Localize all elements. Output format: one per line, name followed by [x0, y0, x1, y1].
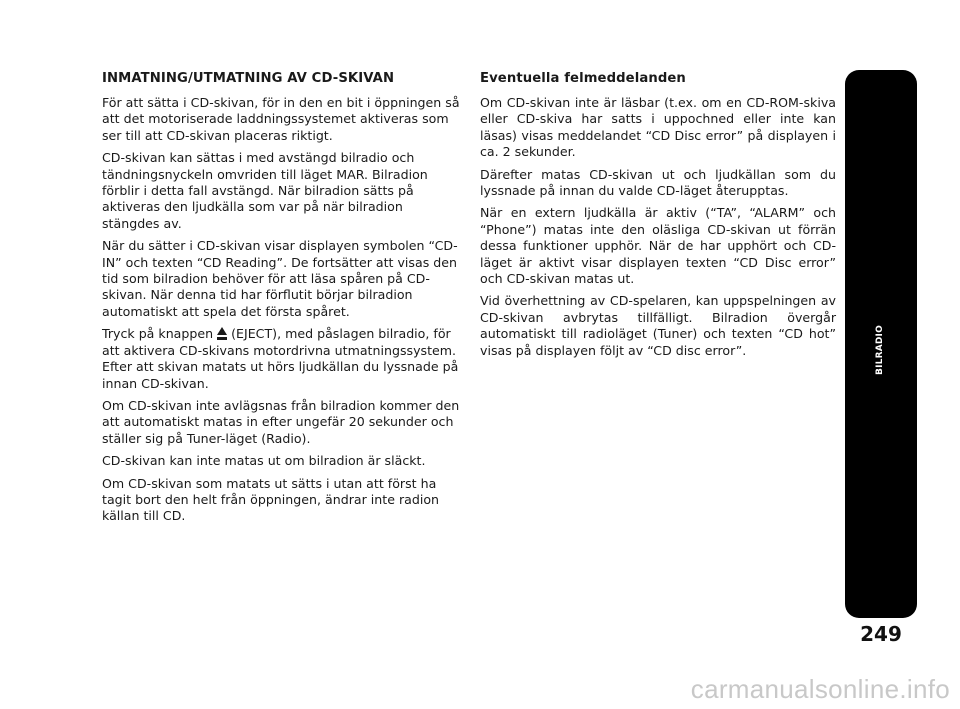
eject-text-before: Tryck på knappen	[102, 326, 218, 342]
section-heading-inmatning: INMATNING/UTMATNING AV CD-SKIVAN	[102, 71, 395, 86]
chapter-tab-label: BILRADIO	[875, 325, 886, 375]
page-number: 249	[860, 622, 902, 646]
paragraph: När en extern ljudkälla är aktiv (“TA”, “ALARM” och “Phone”) matas inte den oläsliga CD-skivan ut förrän dessa funktioner upphör. När de har upphört och CD-läget är aktivt visar displayen texten “CD Disc error” och CD-skivan matas ut.	[480, 205, 836, 287]
eject-icon	[217, 327, 227, 340]
paragraph: Vid överhettning av CD-spelaren, kan uppspelningen av CD-skivan avbrytas tillfälligt. Bilradion övergår automatiskt till radioläget (Tuner) och texten “CD hot” visas på displayen följt av “CD disc error”.	[480, 293, 836, 358]
paragraph: Därefter matas CD-skivan ut och ljudkällan som du lyssnade på innan du valde CD-läget återupptas.	[480, 166, 836, 199]
left-column	[102, 70, 460, 531]
paragraph: När du sätter i CD-skivan visar displayen symbolen “CD-IN” och texten “CD Reading”. De fortsätter att visas den tid som bilradion behöver för att läsa spåren på CD-skivan. När denna tid har förflutit börjar bilradion automatiskt att spela det första spåret.	[102, 238, 458, 319]
paragraph: CD-skivan kan sättas i med avstängd bilradio och tändningsnyckeln omvriden till läget MAR. Bilradion förblir i detta fall avstängd. När bilradion sätts på aktiveras den ljudkälla som var på när bilradion stängdes av.	[102, 150, 428, 231]
right-column	[480, 70, 836, 365]
paragraph: CD-skivan kan inte matas ut om bilradion är släckt.	[102, 453, 426, 469]
watermark: carmanualsonline.info	[690, 674, 950, 704]
paragraph: Om CD-skivan som matats ut sätts i utan att först ha tagit bort den helt från öppningen, ändrar inte radion källan till CD.	[102, 475, 440, 524]
paragraph: För att sätta i CD-skivan, för in den en bit i öppningen så att det motoriserade laddningssystemet aktiveras som ser till att CD-skivan placeras riktigt.	[102, 95, 460, 143]
section-heading-felmeddelanden: Eventuella felmeddelanden	[480, 71, 686, 86]
paragraph: Om CD-skivan inte är läsbar (t.ex. om en CD-ROM-skiva eller CD-skiva har satts i uppochned eller inte kan läsas) visas meddelandet “CD Disc error” på displayen i ca. 2 sekunder.	[480, 95, 836, 160]
paragraph: Om CD-skivan inte avlägsnas från bilradion kommer den att automatiskt matas in efter ungefär 20 sekunder och ställer sig på Tuner-läget (Radio).	[102, 397, 460, 446]
eject-text-after: (EJECT), med påslagen bilradio, för att aktivera CD-skivans motordrivna utmatningssystem. Efter att skivan matats ut hörs ljudkällan du lyssnade på innan CD-skivan.	[102, 326, 459, 391]
paragraph-eject	[102, 326, 460, 392]
